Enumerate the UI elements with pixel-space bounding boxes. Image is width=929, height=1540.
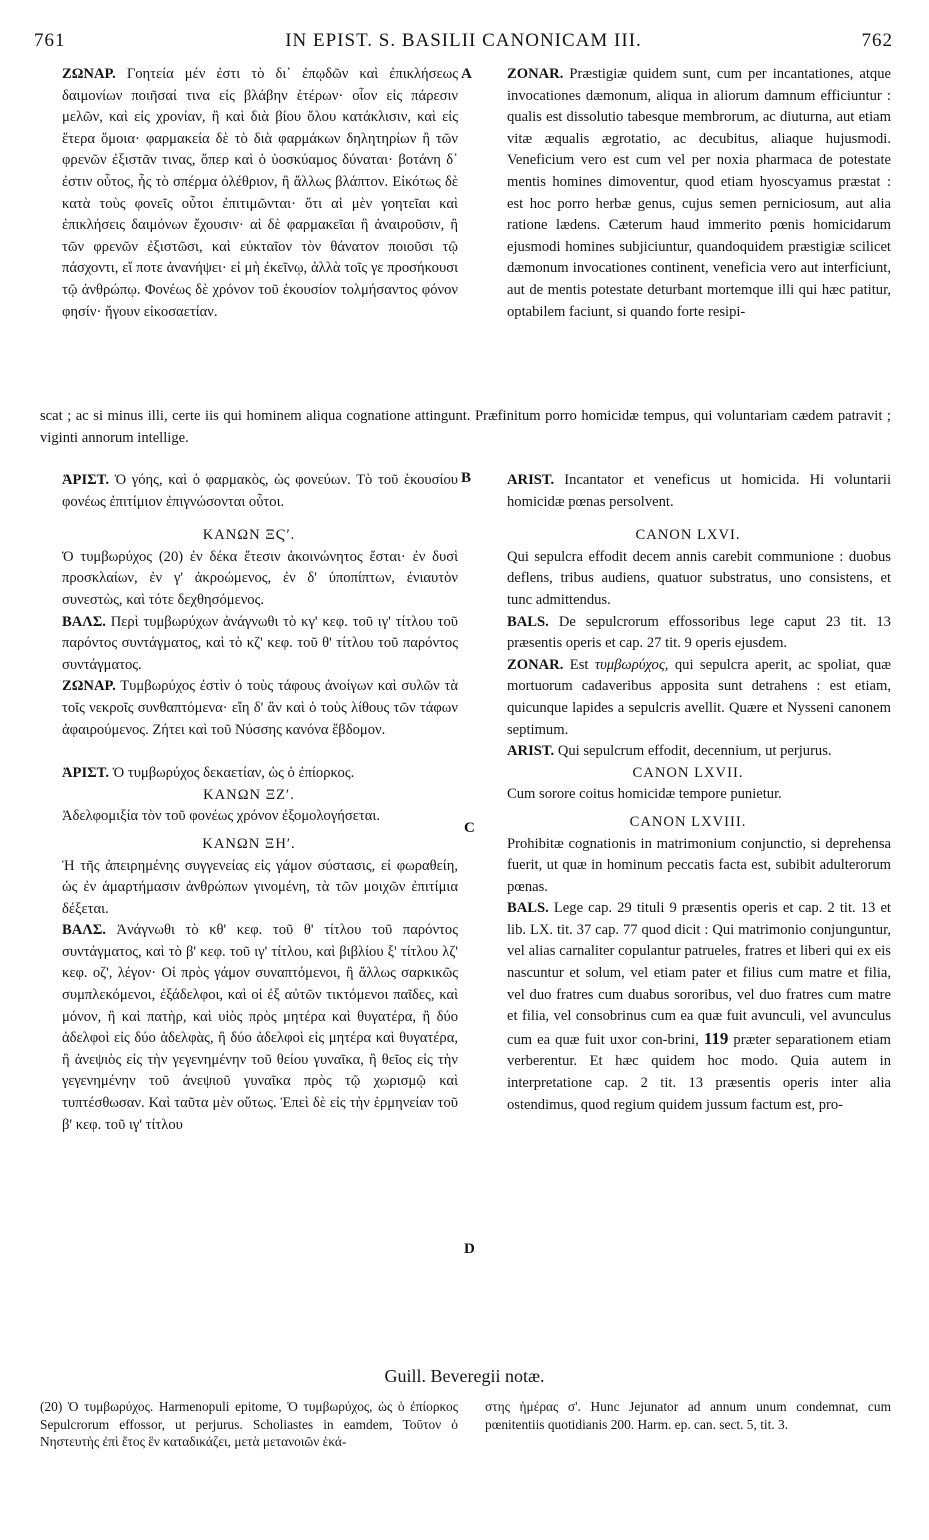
latin-bals1-label: BALS.	[507, 613, 549, 630]
greek-bals2-label: ΒΑΛΣ.	[62, 922, 106, 939]
latin-canon66-title: CANON LXVI.	[635, 527, 741, 544]
greek-bals1-paragraph	[40, 612, 458, 677]
greek-zonar-text: Γοητεία μέν ἐστι τὸ δι᾿ ἐπῳδῶν καὶ ἐπικλήσεως δαιμονίων ποιῆσαί τινα εἰς βλάβην ἑτέρων· οἷον εἰς πάρεσιν μελῶν, καὶ εἰς χρονίαν, ἢ καὶ διὰ βίου ὅλου κατάκλισιν, καὶ εἰς ἕτερα ὅμοια· φαρμακεία δὲ τὸ διὰ φαρμάκων δηλητηρίων ἢ τῶν φρενῶν ἐξιστᾶν τινας, ὅπερ καὶ ὁ ὑοσκύαμος δύναται· βοτάνη δ᾿ ἐστιν οὗτος, ἧς τὸ σπέρμα ὀλέθριον, ἢ ἄλλως βλάπτον. Εἰκότως δὲ κατὰ τοὺς φονεῖς οὗτοι ἐπιτιμῶνται· ὅτι αἱ μὲν γοητεῖαι καὶ ἐπικλήσεις δαιμόνων ἔχουσιν· αἱ δὲ φαρμακεῖαι ἢ ἀναιροῦσιν, ἢ τῶν φρενῶν ἐξιστῶσι, καὶ εὐκταῖον τὸν θάνατον ποιοῦσι τῷ πάσχοντι, εἴ ποτε ἀνανήψει· εἰ μὴ ἐκεῖνῳ, ἀλλὰ τοῖς γε προσήκουσι τῷ ἀνθρώπῳ. Φονέως δὲ χρόνον τοῦ ἑκουσίον τολμήσαντος φόνον φησίν· ἤγουν εἰκοσαετίαν.	[62, 66, 458, 320]
greek-bals2-text: Ἀνάγνωθι τὸ κθ' κεφ. τοῦ θ' τίτλου τοῦ παρόντος συντάγματος, καὶ τὸ β' κεφ. τοῦ ιγ' τίτλου, καὶ βιβλίου ξ' τίτλου λζ' κεφ. οζ', λέγον· Οἱ πρὸς γάμον συναπτόμενοι, ἢ ἄλλως σαρκικῶς συμπλεκόμενοι, ἐξάδελφοι, καὶ οἱ ἐξ αὐτῶν τικτόμενοι παῖδες, καὶ μόνον, ἢ καὶ πατὴρ, καὶ υἱὸς πρὸς μητέρα καὶ θυγατέρα, ἢ δύο ἀδελφοὶ εἰς δύο ἀδελφὰς, ἢ δύο ἀδελφοὶ εἰς μητέρα καὶ θυγατέρα, ἢ ἀνεψιὸς εἰς τὴν γεγενημένην τοῦ θείου γυναῖκα, ἢ θεῖος εἰς τὴν γεγενημένην τοῦ ἀνεψιοῦ γυναῖκα πρὸς τῷ χωρισμῷ καὶ τυπτέσθωσαν. Καὶ ταῦτα μὲν οὕτως. Ἐπεὶ δὲ εἰς τὴν ἑρμηνείαν τοῦ β' κεφ. τοῦ ιγ' τίτλου	[62, 922, 458, 1133]
latin-zonar2-label: ZONAR.	[507, 656, 564, 673]
latin-bals1-text: De sepulcrorum effossoribus lege caput 23 tit. 13 præsentis operis et cap. 27 tit. 9 operis ejusdem.	[507, 613, 891, 652]
latin-zonar-continuation: scat ; ac si minus illi, certe iis qui hominem aliqua cognatione attingunt. Præfinitum porro homicidæ tempus, qui voluntariam cædem patravit ; viginti annorum intellige.	[40, 408, 891, 446]
latin-arist2-label: ARIST.	[507, 743, 555, 760]
greek-arist2-label: ἈΡΙΣΤ.	[62, 765, 109, 782]
greek-zonar2-label: ΖΩΝΑΡ.	[62, 678, 116, 695]
margin-letter-b: B	[461, 470, 472, 486]
latin-bals2-label: BALS.	[507, 900, 549, 917]
greek-zonar-label: ΖΩΝΑΡ.	[62, 66, 116, 82]
latin-zonar-text: Præstigiæ quidem sunt, cum per incantationes, atque invocationes dæmonum, aliqua in aliorum damnum efficiuntur : qualis est dissolutio tabesque membrorum, ac diuturna, aut etiam vitæ æqualis ægrotatio, ac decubitus, aliaque hujusmodi. Veneficium vero est cum vel per noxia pharmaca de potestate mentis homines dimoventur, quod etiam hyoscyamus præstat : est hoc porro herbæ genus, cujus semen perniciosum, aut alia ratione lædens. Cæterum haud immerito pœnis homicidarum ejusmodi homines subjiciuntur, quandoquidem præstigiæ scilicet dæmonum invocationes continent, veneficia vero aut interficiunt, aut de mentis potestate deturbant mortemque illi qui hæc patitur, optabilem faciunt, si quando forte resipi-	[507, 66, 891, 320]
latin-arist2-paragraph	[485, 741, 891, 763]
right-page-number: 762	[861, 30, 893, 51]
latin-zonar2-greek-word: τυμβωρύχος,	[594, 656, 669, 673]
latin-arist1-paragraph	[485, 470, 891, 513]
column-number: 119	[703, 1028, 729, 1048]
latin-canon67-title: CANON LXVII.	[632, 764, 744, 781]
latin-bals1-paragraph	[485, 612, 891, 655]
greek-arist2-text: Ὁ τυμβωρύχος δεκαετίαν, ὡς ὁ ἐπίορκος.	[112, 765, 355, 782]
latin-zonar-paragraph	[485, 64, 891, 323]
greek-zonar2-text: Τυμβωρύχος ἐστὶν ὁ τοὺς τάφους ἀνοίγων καὶ συλῶν τὰ τοῖς νεκροῖς συνθαπτόμενα· εἴη δ' ἂν καὶ ὁ τοὺς λίθους τῶν τάφων ἀφαιρούμενος. Ζήτει καὶ τοῦ Νύσσης κανόνα ἕβδομον.	[62, 678, 459, 738]
greek-canon67-text: Ἀδελφομιξία τὸν τοῦ φονέως χρόνον ἐξομολογήσεται.	[62, 808, 380, 825]
latin-bals2-text-b: brini,	[667, 1031, 699, 1048]
latin-bals2-paragraph	[485, 898, 891, 1116]
note-left: (20) Ὁ τυμβωρύχος. Harmenopuli epitome, Ὁ τυμβωρύχος, ὡς ὁ ἐπίορκος Sepulcrorum effossor, ut perjurus. Scholiastes in eamdem, Τοῦτον ὁ Νηστευτὴς ἐπὶ ἔτος ἓν καταδικάζει, μετὰ μετανοιῶν ἑκά-	[40, 1399, 458, 1449]
latin-bals2-text-c: præter separationem etiam verberentur. Et hæc quidem hoc modo. Quia autem in interpretatione cap. 2 tit. 13 præsentis operis inter alia ostendimus, quod regium quidem jussum factum est, pro-	[507, 1031, 891, 1113]
running-title: IN EPIST. S. BASILII CANONICAM III.	[285, 30, 642, 51]
greek-canon68-title: ΚΑΝΩΝ ΞΗʹ.	[202, 835, 296, 852]
greek-canon68-text: Ἡ τῆς ἀπειρημένης συγγενείας εἰς γάμον σύστασις, εἰ φωραθείη, ὡς ἐν ἁμαρτήμασιν ἀνθρώπων γινομένη, τὰ τῶν μοιχῶν ἐπιτίμια δέξεται.	[62, 857, 458, 917]
latin-arist2-text: Qui sepulcrum effodit, decennium, ut perjurus.	[557, 743, 832, 760]
greek-arist1-text: Ὁ γόης, καὶ ὁ φαρμακὸς, ὡς φονεύων. Τὸ τοῦ ἑκουσίου φονέως ἐπιτίμιον ἐπιγνώσονται οὗτοι.	[62, 472, 458, 510]
margin-letter-c: C	[464, 820, 475, 836]
latin-canon66-text: Qui sepulcra effodit decem annis carebit communione : duobus deflens, tribus audiens, quatuor substratus, uno consistens, et tunc admittendus.	[507, 548, 891, 608]
greek-arist2-paragraph	[40, 763, 458, 785]
running-header	[34, 30, 893, 56]
latin-column-top	[485, 64, 891, 323]
latin-zonar2-pre: Est	[569, 656, 589, 673]
greek-canon66-title: ΚΑΝΩΝ ΞϚʹ.	[202, 527, 296, 544]
greek-arist1-label: ἈΡΙΣΤ.	[62, 472, 109, 488]
greek-bals1-text: Περὶ τυμβωρύχων ἀνάγνωθι τὸ κγ' κεφ. τοῦ ιγ' τίτλου τοῦ παρόντος συντάγματος, καὶ τὸ κζ' κεφ. τοῦ θ' τίτλου τοῦ παρόντος συντάγματος.	[62, 613, 458, 673]
latin-canon68-title: CANON LXVIII.	[629, 813, 747, 830]
latin-arist1-label: ARIST.	[507, 472, 555, 488]
latin-zonar-label: ZONAR.	[507, 66, 564, 82]
latin-bals2-text-a: Lege cap. 29 tituli 9 præsentis operis et cap. 2 tit. 13 et lib. LX. tit. 37 cap. 77 quod dicit : Qui matrimonio conjunguntur, vel alias carnaliter copulantur patrueles, fratres et liberi qui ex eis nascuntur et solum, vel etiam pater et filius cum matre et filia, vel duo fratres cum duabus sororibus, vel duo fratres cum matre et filia, vel consobrinus cum ea quæ fuit avunculi, vel avunculus cum ea quæ fuit uxor con-	[507, 900, 891, 1048]
notes-heading: Guill. Beveregii notæ.	[384, 1366, 545, 1386]
latin-canon68-text: Prohibitæ cognationis in matrimonium conjunctio, si deprehensa fuerit, ut quæ in hominum peccatis facta est, subibit adulterorum pœnas.	[507, 835, 891, 895]
greek-zonar2-paragraph	[40, 676, 458, 741]
greek-arist1-paragraph	[40, 470, 458, 513]
latin-zonar2-text: qui sepulcra aperit, ac spoliat, quæ mortuorum cadaveribus apposita sunt detrahens : est etiam, quicunque lapides a sepulcris avellit. Quære et Nysseni canonem septimum.	[507, 656, 891, 738]
margin-letter-d: D	[464, 1241, 475, 1257]
latin-zonar2-paragraph	[485, 655, 891, 741]
greek-bals2-paragraph	[40, 920, 458, 1136]
greek-canon67-title: ΚΑΝΩΝ ΞΖʹ.	[203, 786, 295, 803]
left-page-number: 761	[34, 30, 66, 51]
margin-letter-a: A	[461, 66, 472, 82]
greek-bals1-label: ΒΑΛΣ.	[62, 613, 106, 630]
greek-column-top	[40, 64, 458, 323]
greek-zonar-paragraph	[40, 64, 458, 323]
latin-canon67-text: Cum sorore coitus homicidæ tempore punietur.	[507, 786, 782, 803]
greek-column-lower	[40, 470, 458, 1136]
latin-arist1-text: Incantator et veneficus ut homicida. Hi voluntarii homicidæ pœnas persolvent.	[507, 472, 891, 510]
greek-canon66-text: Ὁ τυμβωρύχος (20) ἐν δέκα ἔτεσιν ἀκοινώνητος ἔσται· ἐν δυσὶ προσκλαίων, ἐν γ' ἀκροώμενος, ἐν δ' ὑποπίπτων, ἐνιαυτὸν συνεστὼς, καὶ τότε δεχθησόμενος.	[62, 548, 458, 608]
note-right: στης ἡμέρας σ'. Hunc Jejunator ad annum unum condemnat, cum pœnitentiis quotidianis 200. Harm. ep. can. sect. 5, tit. 3.	[485, 1399, 891, 1432]
latin-column-lower	[485, 470, 891, 1116]
